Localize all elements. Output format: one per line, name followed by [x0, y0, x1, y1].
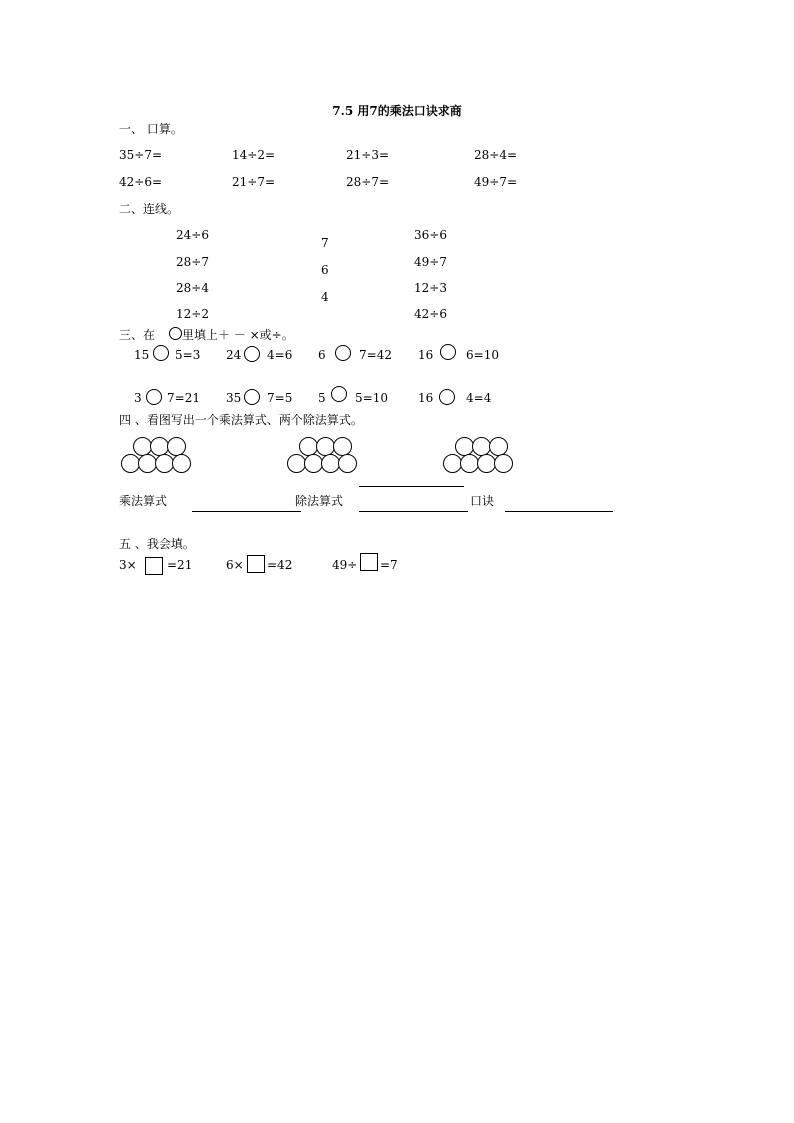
section2-heading: 二、连线。: [119, 202, 180, 216]
page-title: 7.5 用7的乘法口诀求商: [332, 104, 462, 118]
operator-problem-right: 7=21: [167, 391, 200, 405]
circle-group-picture: [287, 437, 359, 475]
rhyme-label: 口诀: [470, 494, 495, 508]
oral-problem: 35÷7=: [119, 148, 163, 162]
section3-heading-prefix: 三、在: [119, 328, 156, 342]
operator-blank-circle[interactable]: [244, 346, 260, 362]
section4-heading: 四 、看图写出一个乘法算式、两个除法算式。: [119, 413, 363, 427]
circle-icon: [333, 437, 352, 456]
circle-group-picture: [443, 437, 515, 475]
operator-problem-left: 16: [418, 391, 434, 405]
operator-blank-circle[interactable]: [439, 389, 455, 405]
section5-heading: 五 、我会填。: [119, 537, 195, 551]
multiplication-label: 乘法算式: [119, 494, 168, 508]
oral-problem: 14÷2=: [232, 148, 276, 162]
oral-problem: 28÷7=: [346, 175, 390, 189]
operator-problem-left: 6: [318, 348, 326, 362]
circle-icon: [338, 454, 357, 473]
circle-icon: [172, 454, 191, 473]
fill-problem-suffix: =7: [380, 558, 398, 572]
division-answer-line-1[interactable]: [359, 486, 464, 487]
fill-problem-suffix: =42: [267, 558, 293, 572]
operator-problem-right: 7=42: [359, 348, 392, 362]
division-answer-line-2[interactable]: [359, 511, 468, 512]
oral-problem: 42÷6=: [119, 175, 163, 189]
answer-box[interactable]: [145, 557, 163, 575]
match-middle-item: 4: [321, 290, 329, 304]
oral-problem: 21÷7=: [232, 175, 276, 189]
operator-problem-left: 5: [318, 391, 326, 405]
circle-group-picture: [121, 437, 193, 475]
operator-blank-circle[interactable]: [244, 389, 260, 405]
circle-icon: [489, 437, 508, 456]
operator-problem-right: 5=3: [175, 348, 201, 362]
operator-blank-circle[interactable]: [335, 345, 351, 361]
division-label: 除法算式: [295, 494, 344, 508]
fill-problem-prefix: 6×: [226, 558, 244, 572]
match-right-item: 49÷7: [414, 255, 447, 269]
oral-problem: 28÷4=: [474, 148, 518, 162]
section3-heading-suffix: 里填上＋ － ×或÷。: [182, 328, 294, 342]
section1-heading: 一、 口算。: [119, 122, 183, 136]
match-left-item: 28÷7: [176, 255, 209, 269]
operator-problem-left: 24: [226, 348, 242, 362]
fill-problem-prefix: 49÷: [332, 558, 358, 572]
operator-problem-left: 3: [134, 391, 142, 405]
circle-icon: [167, 437, 186, 456]
operator-blank-circle[interactable]: [146, 389, 162, 405]
multiplication-answer-line[interactable]: [192, 511, 301, 512]
operator-blank-circle[interactable]: [331, 386, 347, 402]
match-middle-item: 7: [321, 236, 329, 250]
operator-problem-right: 7=5: [267, 391, 293, 405]
circle-icon: [169, 327, 182, 340]
operator-problem-right: 5=10: [355, 391, 388, 405]
operator-problem-left: 35: [226, 391, 242, 405]
match-right-item: 36÷6: [414, 228, 447, 242]
answer-box[interactable]: [247, 555, 265, 573]
fill-problem-suffix: =21: [167, 558, 193, 572]
rhyme-answer-line[interactable]: [505, 511, 613, 512]
match-middle-item: 6: [321, 263, 329, 277]
oral-problem: 49÷7=: [474, 175, 518, 189]
circle-icon: [494, 454, 513, 473]
operator-problem-left: 16: [418, 348, 434, 362]
match-left-item: 12÷2: [176, 307, 209, 321]
operator-blank-circle[interactable]: [440, 344, 456, 360]
operator-blank-circle[interactable]: [153, 345, 169, 361]
match-left-item: 24÷6: [176, 228, 209, 242]
operator-problem-right: 4=6: [267, 348, 293, 362]
match-right-item: 42÷6: [414, 307, 447, 321]
answer-box[interactable]: [360, 553, 378, 571]
match-left-item: 28÷4: [176, 281, 209, 295]
match-right-item: 12÷3: [414, 281, 447, 295]
operator-problem-right: 6=10: [466, 348, 499, 362]
operator-problem-right: 4=4: [466, 391, 492, 405]
operator-problem-left: 15: [134, 348, 150, 362]
fill-problem-prefix: 3×: [119, 558, 137, 572]
oral-problem: 21÷3=: [346, 148, 390, 162]
